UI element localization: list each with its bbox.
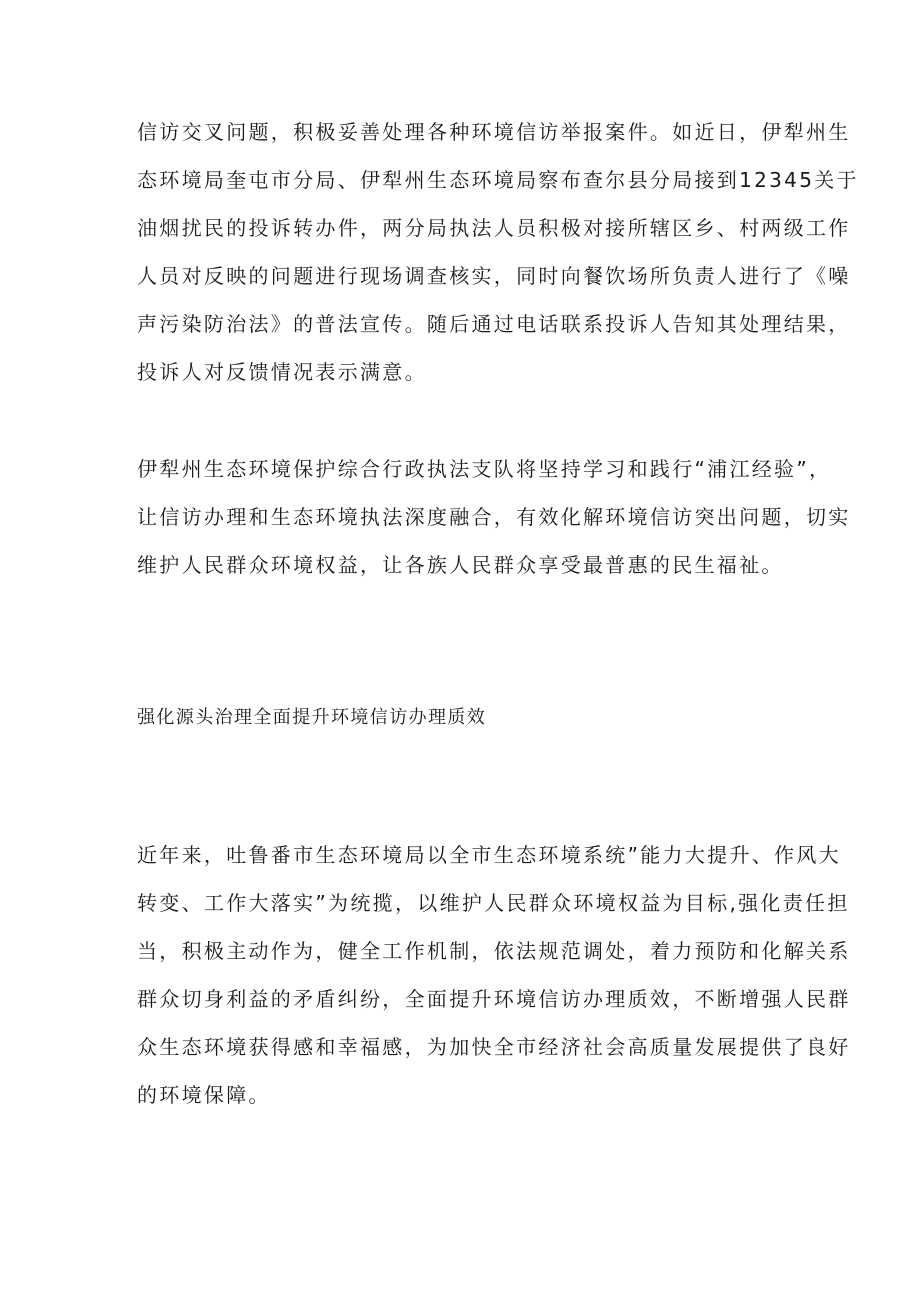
paragraph-line: 声污染防治法》的普法宣传。随后通过电话联系投诉人告知其处理结果， [137, 312, 851, 336]
paragraph-line: 的环境保障。 [137, 1083, 271, 1107]
paragraph-line: 人员对反映的问题进行现场调查核实，同时向餐饮场所负责人进行了《噪 [137, 264, 851, 288]
paragraph-line: 油烟扰民的投诉转办件，两分局执法人员积极对接所辖区乡、村两级工作 [137, 216, 851, 240]
paragraph-line: 维护人民群众环境权益，让各族人民群众享受最普惠的民生福祉。 [137, 553, 784, 577]
paragraph-line: 态环境局奎屯市分局、伊犁州生态环境局察布查尔县分局接到12345关于 [137, 168, 859, 192]
paragraph-line: 让信访办理和生态环境执法深度融合，有效化解环境信访突出问题，切实 [137, 505, 851, 529]
paragraph-line: 伊犁州生态环境保护综合行政执法支队将坚持学习和践行“浦江经验”， [137, 457, 832, 481]
paragraph-line: 投诉人对反馈情况表示满意。 [137, 360, 427, 384]
paragraph-line: 转变、工作大落实”为统揽，以维护人民群众环境权益为目标,强化责任担 [137, 891, 850, 915]
section-heading: 强化源头治理全面提升环境信访办理质效 [137, 707, 487, 728]
paragraph-line: 信访交叉问题，积极妥善处理各种环境信访举报案件。如近日，伊犁州生 [137, 120, 851, 144]
paragraph-line: 近年来，吐鲁番市生态环境局以全市生态环境系统”能力大提升、作风大 [137, 843, 841, 867]
paragraph-line: 群众切身利益的矛盾纠纷，全面提升环境信访办理质效，不断增强人民群 [137, 987, 851, 1011]
paragraph-line: 当，积极主动作为，健全工作机制，依法规范调处，着力预防和化解关系 [137, 939, 851, 963]
paragraph-line: 众生态环境获得感和幸福感，为加快全市经济社会高质量发展提供了良好 [137, 1035, 851, 1059]
